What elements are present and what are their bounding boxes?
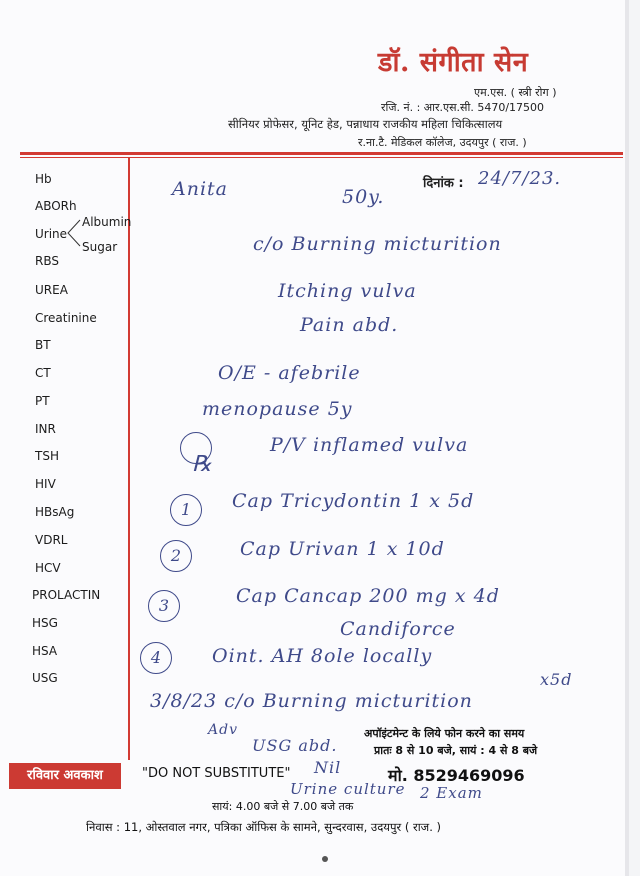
residence-address: निवास : 11, ओस्तवाल नगर, पत्रिका ऑफिस के सामने, सुन्दरवास, उदयपुर ( राज. ) [86,820,442,834]
test-rbs: RBS [35,254,59,268]
rx-symbol: ℞ [192,452,213,477]
appointment-heading: अपॉइंटमेन्ट के लिये फोन करने का समय [364,727,525,740]
test-urine-sugar: Sugar [82,240,118,254]
designation: सीनियर प्रोफेसर, यूनिट हेड, पन्नाधाय राजकीय महिला चिकित्सालय [228,117,503,131]
evening-hours: सायं: 4.00 बजे से 7.00 बजे तक [212,800,354,813]
doctor-degree: एम.एस. ( स्त्री रोग ) [474,86,557,99]
follow-up-note: 3/8/23 c/o Burning micturition [150,690,473,712]
test-creatinine: Creatinine [35,311,97,325]
college: र.ना.टै. मेडिकल कॉलेज, उदयपुर ( राज. ) [358,136,527,149]
patient-name: Anita [172,178,228,200]
header-rule-thin [20,157,623,158]
phone-number: मो. 8529469096 [388,766,525,785]
medicine-1: Cap Tricydontin 1 x 5d [232,490,475,512]
test-ct: CT [35,366,51,380]
test-hiv: HIV [35,477,56,491]
culture-advice: Urine culture [290,780,406,798]
test-vdrl: VDRL [35,533,68,547]
punch-hole [322,856,328,862]
urine-bracket [66,218,82,248]
date-label: दिनांक : [423,176,464,191]
medicine-4-duration: x5d [540,670,573,689]
do-not-substitute: "DO NOT SUBSTITUTE" [142,766,291,781]
handwritten-nil: Nil [314,758,342,777]
test-urine-albumin: Albumin [82,215,132,229]
test-aborh: ABORh [35,199,77,213]
test-usg: USG [32,671,58,685]
item-number-4: 4 [140,642,172,674]
header-rule [20,152,623,155]
medicine-2: Cap Urivan 1 x 10d [240,538,445,560]
usg-advice: USG abd. [252,736,338,755]
complaint-3: Pain abd. [300,314,399,336]
complaint-2: Itching vulva [278,280,417,302]
advice-label: Adv [208,722,238,738]
medicine-3-note: Candiforce [340,618,456,640]
item-number-3: 3 [148,590,180,622]
item-number-1: 1 [170,494,202,526]
complaint-1: c/o Burning micturition [253,233,502,255]
test-tsh: TSH [35,449,59,463]
test-inr: INR [35,422,56,436]
patient-age: 50y. [342,186,385,208]
exam-advice: 2 Exam [420,784,483,802]
doctor-name: डॉ. संगीता सेन [378,47,529,78]
history-menopause: menopause 5y [202,398,353,420]
test-column-divider [128,158,130,760]
medicine-3: Cap Cancap 200 mg x 4d [236,585,500,607]
appointment-timing: प्रातः 8 से 10 बजे, सायं : 4 से 8 बजे [374,744,538,757]
handwritten-date: 24/7/23. [478,168,562,189]
test-urine: Urine [35,227,68,241]
sunday-off-badge: रविवार अवकाश [9,763,121,789]
test-bt: BT [35,338,51,352]
registration-number: रजि. नं. : आर.एस.सी. 5470/17500 [381,101,545,114]
item-number-2: 2 [160,540,192,572]
test-urea: UREA [35,283,68,297]
test-prolactin: PROLACTIN [32,588,101,602]
test-pt: PT [35,394,50,408]
test-hsg: HSG [32,616,58,630]
medicine-4: Oint. AH 8ole locally [212,645,433,667]
test-hb: Hb [35,172,52,186]
test-hcv: HCV [35,561,61,575]
test-hsa: HSA [32,644,58,658]
examination-pv: P/V inflamed vulva [270,434,469,456]
test-hbsag: HBsAg [35,505,75,519]
examination-1: O/E - afebrile [218,362,361,384]
